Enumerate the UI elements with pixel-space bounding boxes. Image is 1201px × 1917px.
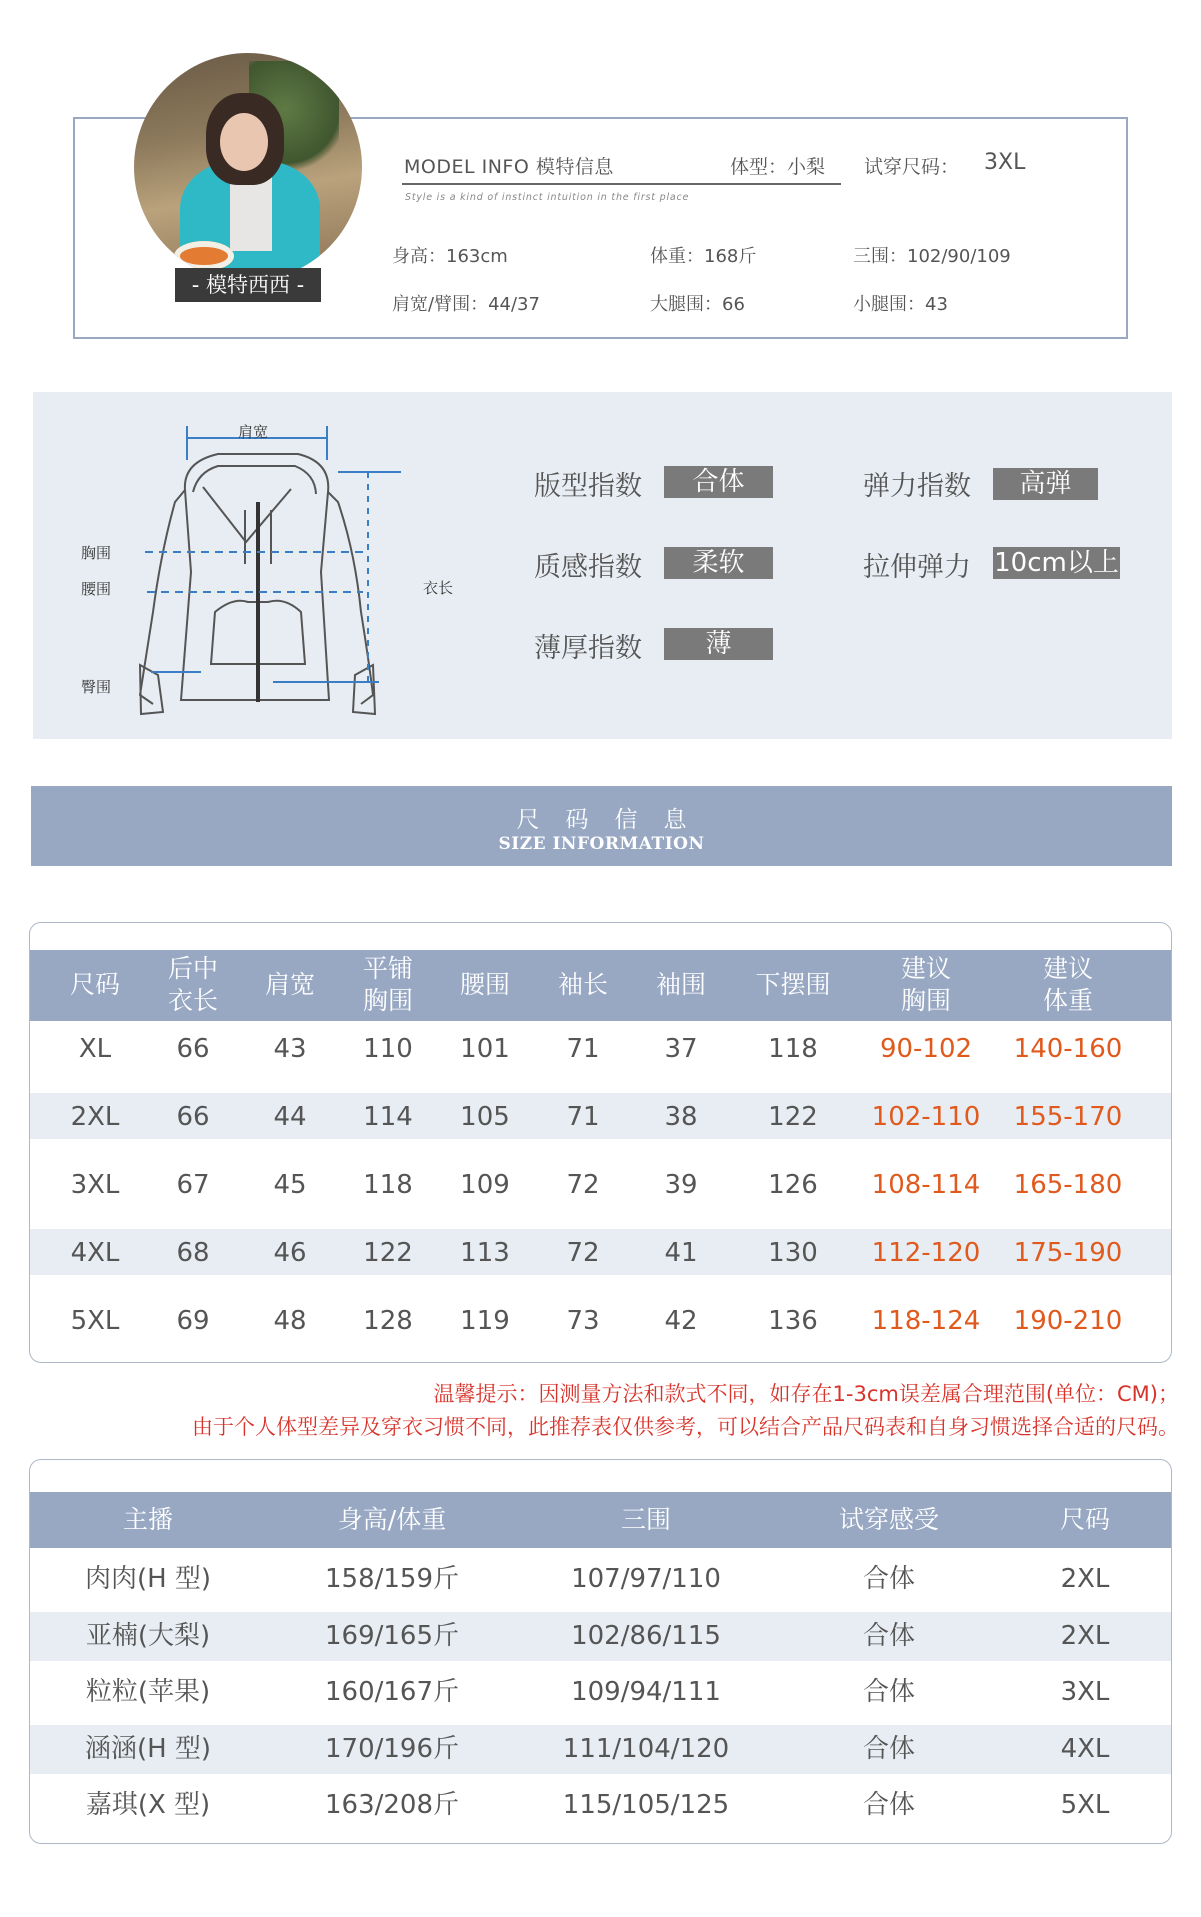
size-table-cell: 136 — [768, 1306, 818, 1336]
try-table-cell: 102/86/115 — [571, 1620, 721, 1651]
model-photo — [134, 53, 362, 281]
try-table-cell: 160/167斤 — [324, 1677, 459, 1707]
size-table-cell: 46 — [273, 1238, 307, 1268]
size-table-cell: 118 — [768, 1034, 818, 1064]
size-table-cell: 155-170 — [1013, 1102, 1123, 1132]
elastic-index-value: 高弹 — [993, 468, 1098, 500]
try-table-cell: 2XL — [1060, 1564, 1110, 1594]
size-table-cell: 140-160 — [1013, 1034, 1123, 1064]
size-table-cell: 68 — [176, 1238, 210, 1268]
try-table-cell: 亚楠(大梨) — [85, 1620, 211, 1651]
label-chest: 胸围 — [81, 544, 112, 562]
size-table-cell: 69 — [176, 1306, 210, 1336]
size-table-cell: 108-114 — [871, 1170, 981, 1200]
fit-index-label: 版型指数 — [534, 471, 642, 502]
size-table-cell: 165-180 — [1013, 1170, 1123, 1200]
model-shoulder-arm: 肩宽/臂围：44/37 — [392, 294, 540, 315]
try-table-cell: 合体 — [862, 1564, 915, 1594]
try-header-cell: 尺码 — [1059, 1505, 1110, 1534]
size-table-cell: 41 — [664, 1238, 698, 1268]
size-table-cell: 128 — [363, 1306, 413, 1336]
try-on-table-header — [30, 1492, 1171, 1548]
try-table-cell: 合体 — [862, 1620, 915, 1651]
try-table-cell: 111/104/120 — [562, 1733, 730, 1764]
size-table-cell: 39 — [664, 1170, 698, 1200]
size-table-cell: 71 — [566, 1102, 600, 1132]
try-table-cell: 3XL — [1060, 1677, 1110, 1707]
size-table-cell: 3XL — [70, 1170, 120, 1200]
size-table-cell: 48 — [273, 1306, 307, 1336]
size-table-cell: 118-124 — [871, 1306, 981, 1336]
banner-title-cn: 尺码信息 — [516, 807, 713, 833]
model-name-tag: - 模特西西 - — [175, 268, 321, 302]
label-length: 衣长 — [423, 579, 454, 597]
try-table-cell: 170/196斤 — [324, 1733, 459, 1764]
try-table-cell: 合体 — [862, 1677, 915, 1707]
try-table-cell: 涵涵(H 型) — [84, 1733, 212, 1764]
size-table-cell: 66 — [176, 1034, 210, 1064]
texture-index-value: 柔软 — [664, 547, 773, 579]
size-table-cell: 90-102 — [879, 1034, 973, 1064]
model-body-type: 体型：小梨 — [730, 156, 826, 178]
size-table-cell: 114 — [363, 1102, 413, 1132]
divider — [402, 183, 841, 185]
size-header-cell: 建议 体重 — [1042, 954, 1093, 1015]
size-table-cell: 112-120 — [871, 1238, 981, 1268]
try-table-cell: 5XL — [1060, 1790, 1110, 1820]
size-header-cell: 下摆围 — [755, 970, 831, 999]
size-table-cell: 45 — [273, 1170, 307, 1200]
model-height: 身高：163cm — [392, 246, 508, 267]
size-header-cell: 袖长 — [557, 970, 608, 999]
label-shoulder: 肩宽 — [238, 423, 269, 441]
size-table-cell: 109 — [460, 1170, 510, 1200]
model-info-title: MODEL INFO 模特信息 — [404, 156, 614, 178]
label-hip: 臀围 — [81, 678, 112, 696]
size-table-cell: 37 — [664, 1034, 698, 1064]
try-table-cell: 合体 — [862, 1733, 915, 1764]
try-table-cell: 嘉琪(X 型) — [85, 1790, 211, 1820]
try-table-cell: 158/159斤 — [324, 1564, 459, 1594]
try-table-cell: 109/94/111 — [571, 1677, 721, 1707]
size-table-cell: 73 — [566, 1306, 600, 1336]
label-waist: 腰围 — [81, 580, 112, 598]
stretch-value: 10cm以上 — [994, 548, 1119, 578]
size-header-cell: 尺码 — [69, 970, 120, 999]
try-table-cell: 115/105/125 — [562, 1790, 730, 1820]
size-table-cell: 175-190 — [1013, 1238, 1123, 1268]
size-table-cell: 130 — [768, 1238, 818, 1268]
fit-index-value: 合体 — [664, 466, 773, 498]
tip-line-1: 温馨提示：因测量方法和款式不同，如存在1-3cm误差属合理范围(单位：CM)； — [433, 1382, 1179, 1406]
size-table-cell: 44 — [273, 1102, 307, 1132]
size-table-cell: 113 — [460, 1238, 510, 1268]
try-header-cell: 身高/体重 — [337, 1505, 447, 1534]
tip-line-2: 由于个人体型差异及穿衣习惯不同，此推荐表仅供参考，可以结合产品尺码表和自身习惯选择合适的尺码。 — [192, 1415, 1179, 1439]
size-table-cell: 105 — [460, 1102, 510, 1132]
elastic-index-label: 弹力指数 — [863, 471, 971, 502]
size-header-cell: 肩宽 — [264, 970, 315, 999]
size-table-cell: 101 — [460, 1034, 510, 1064]
size-table-cell: 118 — [363, 1170, 413, 1200]
thickness-index-value: 薄 — [664, 628, 773, 660]
size-table-cell: 122 — [363, 1238, 413, 1268]
try-size-value: 3XL — [984, 150, 1026, 175]
size-table-cell: 43 — [273, 1034, 307, 1064]
try-header-cell: 三围 — [620, 1505, 671, 1534]
size-table-cell: 102-110 — [871, 1102, 981, 1132]
try-header-cell: 试穿感受 — [838, 1505, 939, 1534]
try-size-label: 试穿尺码： — [864, 156, 960, 178]
stretch-label: 拉伸弹力 — [863, 552, 971, 583]
model-thigh: 大腿围：66 — [650, 294, 745, 315]
size-table-cell: 126 — [768, 1170, 818, 1200]
size-table-cell: XL — [78, 1034, 112, 1064]
thickness-index-label: 薄厚指数 — [534, 633, 642, 664]
size-table-cell: 67 — [176, 1170, 210, 1200]
size-table-cell: 66 — [176, 1102, 210, 1132]
try-table-cell: 合体 — [862, 1790, 915, 1820]
try-table-cell: 163/208斤 — [324, 1790, 459, 1820]
model-weight: 体重：168斤 — [650, 246, 757, 267]
size-table-cell: 71 — [566, 1034, 600, 1064]
size-table-cell: 110 — [363, 1034, 413, 1064]
size-header-cell: 建议 胸围 — [900, 954, 951, 1015]
try-header-cell: 主播 — [122, 1505, 173, 1534]
size-header-cell: 后中 衣长 — [167, 954, 218, 1015]
model-slogan: Style is a kind of instinct intuition in the first place — [405, 192, 690, 203]
size-header-cell: 袖围 — [655, 970, 706, 999]
size-table-cell: 119 — [460, 1306, 510, 1336]
size-table-cell: 190-210 — [1013, 1306, 1123, 1336]
try-table-cell: 169/165斤 — [324, 1620, 459, 1651]
size-table-header — [30, 950, 1171, 1021]
size-table-cell: 38 — [664, 1102, 698, 1132]
size-table-cell: 4XL — [70, 1238, 120, 1268]
size-table-cell: 42 — [664, 1306, 698, 1336]
size-info-banner — [31, 786, 1172, 866]
size-header-cell: 腰围 — [459, 970, 510, 999]
model-calf: 小腿围：43 — [853, 294, 948, 315]
try-table-cell: 肉肉(H 型) — [84, 1564, 212, 1594]
try-table-cell: 107/97/110 — [571, 1564, 721, 1594]
model-measurements: 三围：102/90/109 — [853, 246, 1011, 267]
size-table-cell: 2XL — [70, 1102, 120, 1132]
texture-index-label: 质感指数 — [534, 552, 642, 583]
size-table-cell: 72 — [566, 1238, 600, 1268]
banner-title-en: SIZE INFORMATION — [498, 834, 705, 854]
size-header-cell: 平铺 胸围 — [362, 954, 413, 1015]
try-table-cell: 4XL — [1060, 1733, 1110, 1764]
try-table-cell: 2XL — [1060, 1620, 1110, 1651]
size-table-cell: 122 — [768, 1102, 818, 1132]
jacket-measurement-diagram — [33, 392, 493, 739]
style-index-panel — [33, 392, 1172, 739]
try-table-cell: 粒粒(苹果) — [85, 1677, 211, 1707]
size-table-cell: 5XL — [70, 1306, 120, 1336]
size-table-cell: 72 — [566, 1170, 600, 1200]
